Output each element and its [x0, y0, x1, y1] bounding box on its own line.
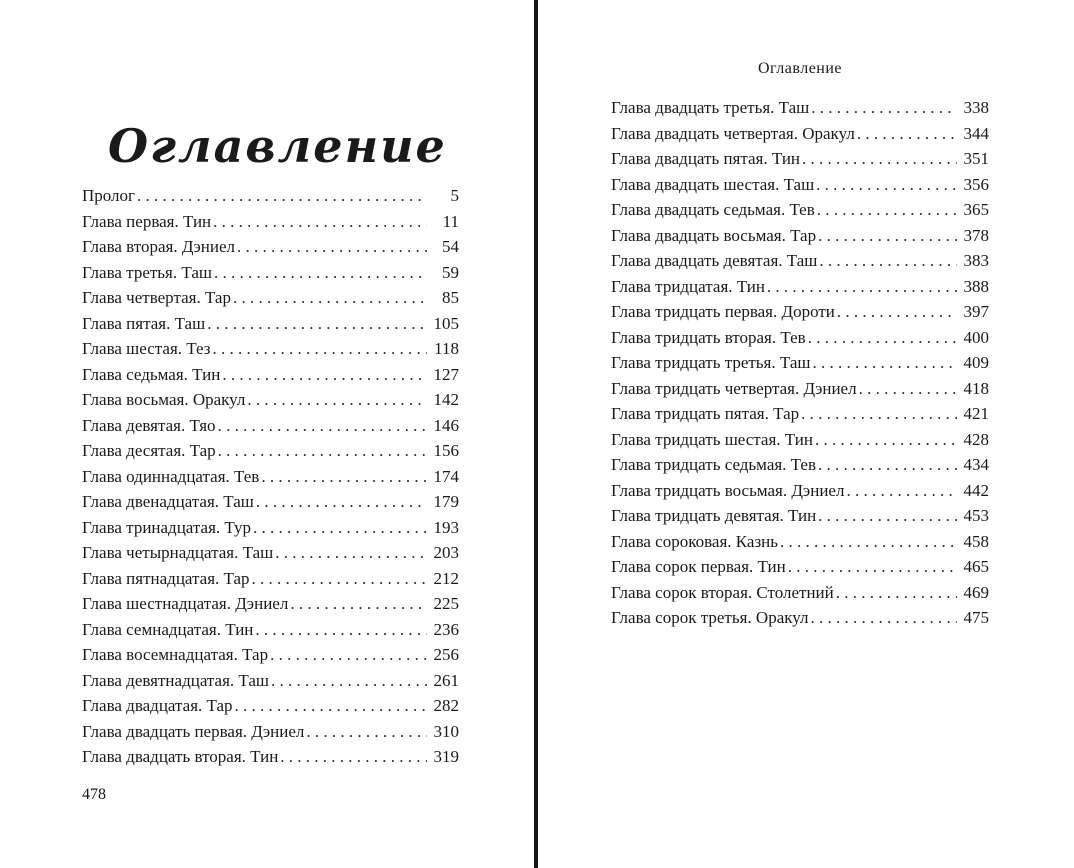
- toc-entry: [611, 197, 989, 223]
- toc-entry: [611, 427, 989, 453]
- toc-entry: [82, 234, 459, 260]
- toc-entry: [82, 209, 459, 235]
- toc-entry-title: Глава двадцать шестая. Таш: [611, 174, 815, 194]
- dot-leader: [137, 183, 427, 209]
- dot-leader: [819, 248, 957, 274]
- toc-entry-title: Глава девятнадцатая. Таш: [82, 670, 270, 690]
- toc-entry: [611, 554, 989, 580]
- toc-entry-title: Глава двадцать первая. Дэниел: [82, 721, 305, 741]
- toc-entry: [611, 325, 989, 351]
- toc-entry-title: Глава восемнадцатая. Тар: [82, 645, 269, 664]
- toc-entry-title: Глава тридцать пятая. Тар: [611, 404, 800, 423]
- toc-entry-page: 59: [442, 262, 459, 282]
- toc-entry-title: Глава пятнадцатая. Тар: [82, 568, 250, 588]
- dot-leader: [207, 311, 427, 337]
- toc-entry-page: 400: [963, 327, 989, 347]
- toc-entry: [82, 464, 459, 490]
- dot-leader: [780, 529, 957, 555]
- toc-entry-title: Глава тридцать третья. Таш: [611, 353, 811, 372]
- toc-entry-page: 338: [963, 98, 989, 117]
- dot-leader: [812, 350, 957, 376]
- toc-entry-page: 225: [433, 594, 459, 613]
- toc-entry-page: 469: [963, 582, 989, 602]
- toc-entry-page: 319: [433, 747, 459, 766]
- toc-entry-page: 434: [963, 455, 989, 474]
- toc-entry-page: 351: [963, 149, 989, 168]
- page-number: 478: [82, 786, 106, 803]
- toc-entry-title: Глава двадцатая. Тар: [82, 696, 233, 715]
- dot-leader: [218, 413, 427, 439]
- toc-entry-title: Глава третья. Таш: [82, 262, 212, 282]
- toc-entry-title: Глава тридцать вторая. Тев: [611, 327, 806, 347]
- dot-leader: [252, 566, 427, 592]
- toc-entry: [82, 719, 459, 745]
- toc-entry-page: 146: [433, 415, 459, 435]
- toc-entry-page: 428: [963, 429, 989, 449]
- toc-entry-title: Глава тридцать шестая. Тин: [611, 429, 813, 449]
- toc-entry-title: Глава двадцать вторая. Тин: [82, 747, 279, 766]
- toc-entry: [611, 452, 989, 478]
- toc-entry-title: Глава тридцать девятая. Тин: [611, 506, 817, 525]
- toc-entry: [82, 285, 459, 311]
- toc-entry: [82, 642, 459, 668]
- dot-leader: [247, 387, 427, 413]
- toc-entry: [611, 223, 989, 249]
- toc-entry-title: Глава тридцать первая. Дороти: [611, 302, 835, 321]
- toc-entry: [82, 489, 459, 515]
- dot-leader: [837, 299, 957, 325]
- toc-entry-page: 453: [963, 506, 989, 525]
- toc-entry-page: 256: [433, 645, 459, 664]
- toc-entry-page: 365: [963, 200, 989, 219]
- toc-entry-title: Глава десятая. Тар: [82, 441, 216, 460]
- toc-entry: [82, 362, 459, 388]
- dot-leader: [256, 489, 427, 515]
- dot-leader: [815, 427, 957, 453]
- toc-entry-title: Глава двадцать девятая. Таш: [611, 251, 818, 270]
- toc-entry: [82, 540, 459, 566]
- toc-entry: [82, 183, 459, 209]
- toc-entry-title: Глава тридцать четвертая. Дэниел: [611, 378, 857, 398]
- toc-entry-title: Глава девятая. Тяо: [82, 415, 216, 435]
- toc-entry-title: Глава седьмая. Тин: [82, 364, 221, 384]
- toc-entry-page: 397: [963, 302, 989, 321]
- toc-entry-title: Глава тридцатая. Тин: [611, 276, 765, 296]
- toc-entry: [82, 438, 459, 464]
- toc-entry: [611, 605, 989, 631]
- toc-entry-title: Глава пятая. Таш: [82, 313, 206, 333]
- dot-leader: [846, 478, 957, 504]
- toc-entry-page: 383: [963, 251, 989, 270]
- toc-entry: [611, 274, 989, 300]
- dot-leader: [836, 580, 957, 606]
- toc-entry: [611, 529, 989, 555]
- dot-leader: [306, 719, 427, 745]
- toc-entry-page: 236: [433, 619, 459, 639]
- toc-entry-title: Глава тридцать седьмая. Тев: [611, 455, 816, 474]
- page-title: Оглавление: [108, 118, 447, 173]
- toc-entry-title: Глава семнадцатая. Тин: [82, 619, 254, 639]
- toc-entry-title: Глава восьмая. Оракул: [82, 390, 246, 409]
- dot-leader: [233, 285, 427, 311]
- running-head: Оглавление: [757, 60, 843, 77]
- toc-entry-page: 5: [450, 186, 459, 205]
- toc-entry-page: 212: [433, 568, 459, 588]
- toc-entry: [82, 744, 459, 770]
- toc-entry-page: 344: [963, 123, 989, 143]
- dot-leader: [788, 554, 957, 580]
- toc-entry: [611, 401, 989, 427]
- toc-entry: [82, 336, 459, 362]
- toc-entry-page: 11: [442, 211, 459, 231]
- dot-leader: [859, 376, 957, 402]
- dot-leader: [818, 223, 957, 249]
- dot-leader: [213, 209, 427, 235]
- dot-leader: [290, 591, 427, 617]
- dot-leader: [270, 642, 427, 668]
- toc-entry: [611, 146, 989, 172]
- toc-entry-title: Глава тринадцатая. Тур: [82, 517, 251, 537]
- toc-entry-title: Глава двенадцатая. Таш: [82, 492, 254, 511]
- toc-entry-page: 127: [433, 364, 459, 384]
- toc-entry-page: 193: [433, 517, 459, 537]
- toc-entry: [611, 172, 989, 198]
- dot-leader: [811, 95, 957, 121]
- toc-entry: [82, 413, 459, 439]
- toc-entry-page: 174: [433, 466, 459, 486]
- toc-entry-page: 179: [433, 492, 459, 511]
- toc-entry-title: Глава сорок третья. Оракул: [611, 608, 809, 627]
- toc-entry-title: Глава шестнадцатая. Дэниел: [82, 594, 289, 613]
- toc-entry-title: Глава двадцать восьмая. Тар: [611, 225, 817, 245]
- toc-entry-title: Глава одиннадцатая. Тев: [82, 466, 260, 486]
- toc-entry-page: 421: [963, 404, 989, 423]
- toc-entry-page: 54: [442, 237, 459, 256]
- book-spine: [534, 0, 538, 868]
- toc-entry: [82, 617, 459, 643]
- toc-entry: [611, 299, 989, 325]
- dot-leader: [275, 540, 427, 566]
- toc-entry-title: Глава сорок вторая. Столетний: [611, 582, 834, 602]
- dot-leader: [808, 325, 957, 351]
- toc-entry-title: Глава четырнадцатая. Таш: [82, 543, 274, 562]
- toc-entry-page: 378: [963, 225, 989, 245]
- dot-leader: [237, 234, 427, 260]
- dot-leader: [235, 693, 427, 719]
- toc-entry-page: 261: [433, 670, 459, 690]
- dot-leader: [811, 605, 958, 631]
- toc-entry-page: 356: [963, 174, 989, 194]
- toc-entry-page: 465: [963, 557, 989, 576]
- toc-entry-page: 118: [434, 339, 459, 358]
- toc-entry: [611, 503, 989, 529]
- toc-entry-title: Глава сорок первая. Тин: [611, 557, 786, 576]
- toc-entry-page: 388: [963, 276, 989, 296]
- toc-entry: [82, 515, 459, 541]
- toc-entry: [82, 668, 459, 694]
- dot-leader: [213, 336, 428, 362]
- dot-leader: [767, 274, 957, 300]
- toc-entry-title: Глава первая. Тин: [82, 211, 212, 231]
- dot-leader: [261, 464, 427, 490]
- dot-leader: [280, 744, 427, 770]
- toc-entry-page: 156: [433, 441, 459, 460]
- toc-entry-page: 409: [963, 353, 989, 372]
- toc-entry-page: 282: [433, 696, 459, 715]
- dot-leader: [801, 401, 957, 427]
- toc-entry: [611, 121, 989, 147]
- toc-entry: [82, 260, 459, 286]
- toc-entry: [82, 387, 459, 413]
- dot-leader: [218, 438, 427, 464]
- toc-entry-page: 310: [433, 721, 459, 741]
- toc-entry: [611, 350, 989, 376]
- dot-leader: [857, 121, 957, 147]
- toc-entry: [611, 478, 989, 504]
- toc-entry: [611, 580, 989, 606]
- toc-entry-page: 475: [963, 608, 989, 627]
- toc-entry-title: Глава четвертая. Тар: [82, 288, 231, 307]
- toc-entry-title: Глава двадцать седьмая. Тев: [611, 200, 815, 219]
- toc-entry-title: Глава вторая. Дэниел: [82, 237, 235, 256]
- toc-entry: [82, 566, 459, 592]
- toc-entry-page: 418: [963, 378, 989, 398]
- toc-left-list: [82, 183, 459, 770]
- toc-entry: [611, 248, 989, 274]
- toc-entry-title: Глава двадцать пятая. Тин: [611, 149, 801, 168]
- dot-leader: [253, 515, 427, 541]
- toc-entry-title: Пролог: [82, 186, 136, 205]
- toc-entry: [82, 311, 459, 337]
- dot-leader: [271, 668, 427, 694]
- dot-leader: [222, 362, 427, 388]
- dot-leader: [255, 617, 427, 643]
- toc-entry-page: 203: [433, 543, 459, 562]
- toc-entry-title: Глава шестая. Тез: [82, 339, 211, 358]
- dot-leader: [818, 452, 957, 478]
- dot-leader: [802, 146, 957, 172]
- toc-entry-title: Глава тридцать восьмая. Дэниел: [611, 480, 845, 500]
- toc-entry: [82, 591, 459, 617]
- toc-entry-page: 105: [433, 313, 459, 333]
- toc-entry: [611, 95, 989, 121]
- toc-entry-title: Глава двадцать третья. Таш: [611, 98, 810, 117]
- toc-entry-page: 142: [433, 390, 459, 409]
- toc-entry-title: Глава сороковая. Казнь: [611, 531, 779, 551]
- dot-leader: [214, 260, 427, 286]
- toc-entry: [611, 376, 989, 402]
- dot-leader: [818, 503, 957, 529]
- toc-right-list: [611, 95, 989, 631]
- toc-entry-page: 458: [963, 531, 989, 551]
- toc-entry-title: Глава двадцать четвертая. Оракул: [611, 123, 855, 143]
- dot-leader: [817, 197, 957, 223]
- toc-entry-page: 85: [442, 288, 459, 307]
- dot-leader: [816, 172, 957, 198]
- toc-entry-page: 442: [963, 480, 989, 500]
- toc-entry: [82, 693, 459, 719]
